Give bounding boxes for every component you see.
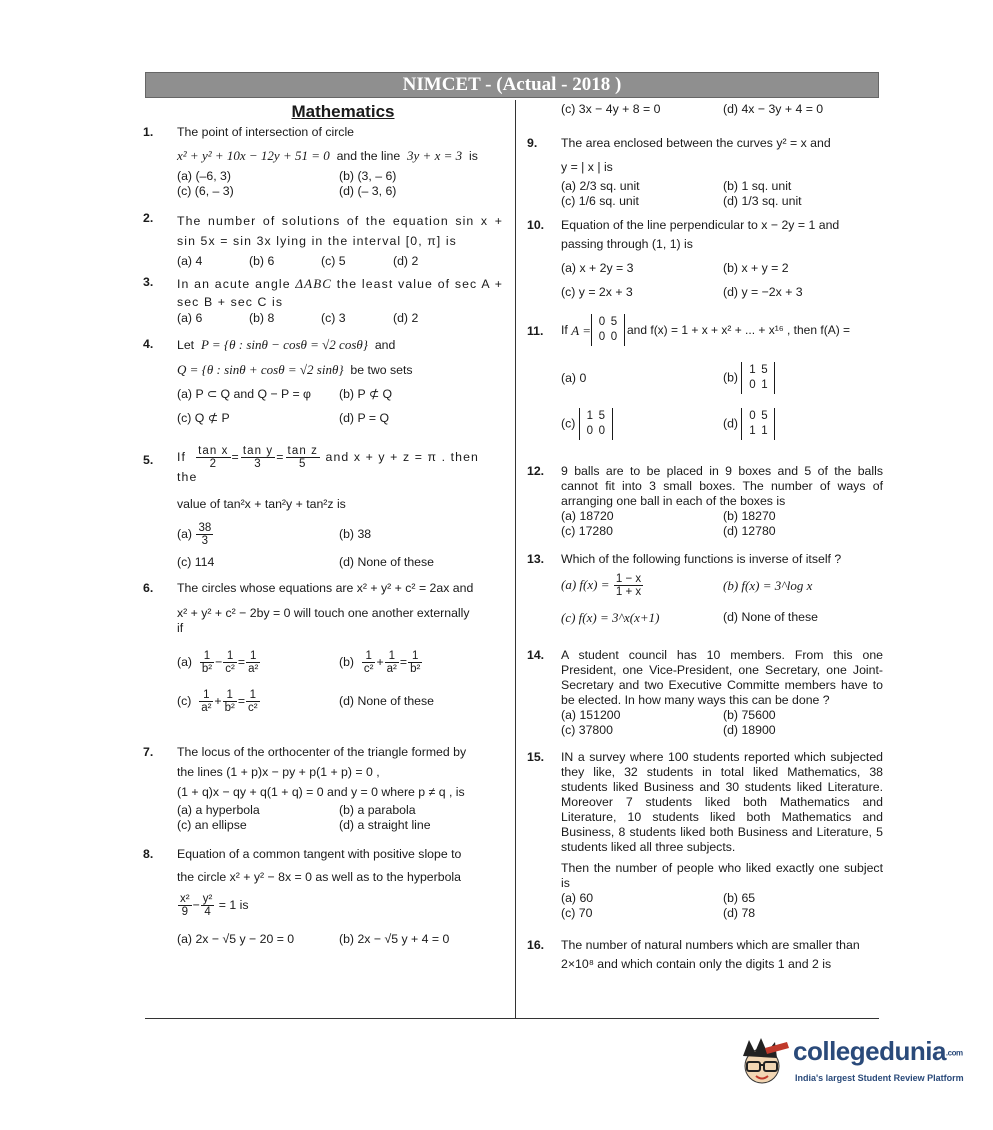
set-q: Q = {θ : sinθ + cosθ = √2 sinθ} <box>177 362 344 377</box>
numerator: 1 <box>246 689 260 702</box>
question-text: passing through (1, 1) is <box>561 237 693 251</box>
option-d: (d) P = Q <box>339 411 390 425</box>
question-text: the circle x² + y² − 8x = 0 as well as to the hyperbola <box>177 870 461 884</box>
matrix-cell: 1 <box>749 425 756 437</box>
denominator: 3 <box>201 535 209 547</box>
numerator: 1 <box>199 689 213 702</box>
matrix-cell: 5 <box>761 410 768 422</box>
option-d: (d) a straight line <box>339 818 431 832</box>
denominator: b² <box>410 663 421 675</box>
fraction <box>223 650 237 675</box>
option-c: (c) Q ⊄ P <box>177 411 230 425</box>
exam-title-banner: NIMCET - (Actual - 2018 ) <box>145 72 879 98</box>
option-c: (c) 70 <box>561 906 593 920</box>
question-16 <box>527 938 883 972</box>
fraction <box>200 650 214 675</box>
question-text: Equation of the line perpendicular to x − 2y = 1 and <box>561 218 840 232</box>
option-a: (a) P ⊂ Q and Q − P = φ <box>177 387 312 401</box>
question-11 <box>527 314 883 464</box>
numerator: 1 <box>223 650 237 663</box>
option-d: (d) <box>723 416 739 431</box>
option-c: (c) 5 <box>321 254 346 268</box>
matrix-cell: 1 <box>749 364 756 376</box>
question-10 <box>527 218 883 314</box>
question-1 <box>143 125 503 211</box>
text: If <box>561 322 568 337</box>
option-a: (a) <box>177 526 193 541</box>
matrix-b <box>741 362 775 394</box>
matrix-name: A = <box>571 322 591 338</box>
question-14 <box>527 648 883 750</box>
option-d: (d) None of these <box>723 610 819 624</box>
question-text: 9 balls are to be placed in 9 boxes and 5 of the balls cannot fit into 3 small boxes. The number of ways of arranging one ball in each of the boxes is <box>561 464 883 508</box>
option-c: (c) 17280 <box>561 524 613 538</box>
option-d: (d) 2 <box>393 311 419 325</box>
numerator: tan x <box>198 445 229 457</box>
question-3 <box>143 275 503 337</box>
option-d: (d) y = −2x + 3 <box>723 285 803 299</box>
circle-equation: x² + y² + 10x − 12y + 51 = 0 <box>177 148 330 163</box>
question-number: 12. <box>527 464 545 478</box>
numerator: 1 − x <box>615 573 642 585</box>
fraction <box>201 893 215 918</box>
question-number: 3. <box>143 275 154 289</box>
brand-name <box>793 1036 963 1067</box>
denominator: 1 + x <box>615 586 642 598</box>
numerator: 1 <box>200 650 214 663</box>
matrix-cell: 1 <box>761 379 768 391</box>
question-text: 2×10⁸ and which contain only the digits 1 and 2 is <box>561 957 832 971</box>
option-b: (b) x + y = 2 <box>723 261 789 275</box>
option-b: (b) 6 <box>249 254 275 268</box>
numerator: 1 <box>246 650 260 663</box>
option-a: (a) (–6, 3) <box>177 169 231 183</box>
fraction <box>246 650 260 675</box>
denominator: 5 <box>299 458 307 470</box>
option-c: (c) 3x − 4y + 8 = 0 <box>561 102 661 116</box>
question-15 <box>527 750 883 938</box>
option-c: (c) <box>177 693 192 708</box>
option-b: (b) f(x) = 3^log x <box>723 578 813 593</box>
question-text: The number of solutions of the equation sin x + sin 5x = sin 3x lying in the interval [0, π] is <box>177 214 503 248</box>
fraction <box>408 650 422 675</box>
question-text: = 1 is <box>218 897 249 912</box>
denominator: 3 <box>254 458 262 470</box>
option-a: (a) 2x − √5 y − 20 = 0 <box>177 932 295 946</box>
question-number: 9. <box>527 136 538 150</box>
matrix-cell: 1 <box>586 410 593 422</box>
fraction <box>385 650 399 675</box>
option-b: (b) P ⊄ Q <box>339 387 393 401</box>
option-a: (a) 6 <box>177 311 203 325</box>
numerator: 1 <box>385 650 399 663</box>
option-a: (a) 0 <box>561 370 587 385</box>
question-text: The area enclosed between the curves y² = x and <box>561 136 831 150</box>
option-b: (b) 8 <box>249 311 275 325</box>
fraction <box>241 445 275 470</box>
option-d: (d) 2 <box>393 254 419 268</box>
line-equation: 3y + x = 3 <box>407 148 463 163</box>
option-c: (c) 37800 <box>561 723 613 737</box>
question-number: 7. <box>143 745 154 759</box>
question-7 <box>143 745 503 847</box>
question-text: x² + y² + c² − 2by = 0 will touch one another externally <box>177 606 470 620</box>
fraction <box>199 689 213 714</box>
option-d: (d) (– 3, 6) <box>339 184 397 198</box>
matrix-cell: 1 <box>761 425 768 437</box>
matrix-cell: 0 <box>586 425 593 437</box>
question-text: The number of natural numbers which are smaller than <box>561 938 860 952</box>
question-text: Equation of a common tangent with positive slope to <box>177 847 462 861</box>
question-text: Then the number of people who liked exactly one subject is <box>561 861 883 890</box>
question-text: the least value of sec A + sec B + sec C is <box>177 277 503 309</box>
option-d: (d) 12780 <box>723 524 776 538</box>
matrix-cell: 0 <box>749 410 756 422</box>
denominator: a² <box>386 663 397 675</box>
question-text: value of tan²x + tan²y + tan²z is <box>177 497 346 511</box>
matrix-cell: 0 <box>610 331 618 343</box>
option-c: (c) (6, – 3) <box>177 184 234 198</box>
option-c: (c) 3 <box>321 311 346 325</box>
option-d: (d) 1/3 sq. unit <box>723 194 802 208</box>
denominator: c² <box>248 702 258 714</box>
option-c: (c) 114 <box>177 555 215 569</box>
option-b: (b) <box>339 654 355 669</box>
brand-suffix: .com <box>945 1048 963 1058</box>
denominator: 4 <box>204 906 211 918</box>
question-text: (1 + q)x − qy + q(1 + q) = 0 and y = 0 where p ≠ q , is <box>177 785 465 799</box>
matrix-cell: 5 <box>610 316 618 328</box>
triangle-symbol: ΔABC <box>295 276 333 291</box>
option-b: (b) a parabola <box>339 803 416 817</box>
denominator: a² <box>201 702 212 714</box>
question-number: 13. <box>527 552 545 566</box>
question-text: A student council has 10 members. From this one President, one Vice-President, one Secretary, one Joint-Secretary and two Executive Committe members have to be elected. In how many ways this can be done ? <box>561 648 883 707</box>
numerator: 1 <box>362 650 376 663</box>
column-divider <box>515 100 516 1018</box>
numerator: 1 <box>408 650 422 663</box>
question-text: The locus of the orthocenter of the triangle formed by <box>177 745 467 759</box>
option-b: (b) 38 <box>339 527 372 541</box>
denominator: c² <box>225 663 235 675</box>
fraction <box>614 573 643 598</box>
question-4 <box>143 337 503 445</box>
question-number: 10. <box>527 218 545 232</box>
matrix-cell: 0 <box>598 316 606 328</box>
question-12 <box>527 464 883 552</box>
denominator: b² <box>224 702 235 714</box>
option-a: (a) 18720 <box>561 509 614 523</box>
option-b: (b) 65 <box>723 891 756 905</box>
question-text: In an acute angle <box>177 277 291 291</box>
option-d: (d) 4x − 3y + 4 = 0 <box>723 102 824 116</box>
question-2 <box>143 211 503 275</box>
question-8: 8. Equation of a common tangent with positive slope to the circle x² + y² − 8x = 0 as well as to the hyperbola $\frac{\text{x²}}{9}$ − $\frac{\text{y²}}{4}$ = 1 is (a) 2x − √5 y − 20 = 0 (b) 2x − √5 y + 4 = 0 <box>143 847 503 965</box>
numerator: 1 <box>223 689 237 702</box>
matrix-cell: 0 <box>598 331 606 343</box>
brand-text: collegedunia <box>793 1036 946 1066</box>
option-d: (d) 78 <box>723 906 756 920</box>
option-a: (a) 60 <box>561 891 594 905</box>
footer-rule <box>145 1018 879 1019</box>
option-a: (a) x + 2y = 3 <box>561 261 634 275</box>
denominator: b² <box>201 663 213 675</box>
question-9 <box>527 130 883 218</box>
question-number: 11. <box>527 324 544 338</box>
option-b: (b) 2x − √5 y + 4 = 0 <box>339 932 450 946</box>
option-b: (b) 75600 <box>723 708 776 722</box>
option-c: (c) f(x) = 3^x(x+1) <box>561 610 660 625</box>
matrix-cell: 5 <box>598 410 605 422</box>
matrix-cell: 0 <box>598 425 605 437</box>
numerator: 38 <box>198 522 212 534</box>
denominator: c² <box>363 663 374 675</box>
set-p: P = {θ : sinθ − cosθ = √2 cosθ} <box>200 337 368 352</box>
right-column <box>527 100 883 972</box>
option-b: (b) (3, – 6) <box>339 169 397 183</box>
option-a: (a) 151200 <box>561 708 621 722</box>
option-d: (d) None of these <box>339 555 435 569</box>
question-number: 14. <box>527 648 545 662</box>
question-number: 4. <box>143 337 154 351</box>
question-text: IN a survey where 100 students reported which subjected they like, 32 students in total liked Mathematics, 38 students liked Business and 30 students liked Literature. Moreover 7 students liked both Mathematics and Literature, 10 students liked both Mathematics and Business, 8 students liked both Business and Literature, 5 students liked all three subjects. <box>561 750 883 854</box>
left-column <box>143 100 503 965</box>
matrix-c <box>579 408 613 440</box>
text: and <box>374 338 396 352</box>
subject-heading: Mathematics <box>291 102 395 121</box>
fraction <box>286 445 320 470</box>
question-number: 1. <box>143 125 154 139</box>
option-c: (c) y = 2x + 3 <box>561 285 633 299</box>
question-text: Which of the following functions is inverse of itself ? <box>561 552 842 566</box>
numerator: x² <box>180 893 190 905</box>
question-text: and f(x) = 1 + x + x² + ... + x¹⁶ , then f(A) = <box>627 322 851 337</box>
question-number: 15. <box>527 750 545 764</box>
option-c: (c) an ellipse <box>177 818 247 832</box>
matrix-cell: 0 <box>749 379 756 391</box>
fraction <box>178 893 192 918</box>
question-13 <box>527 552 883 648</box>
question-text: if <box>177 621 184 635</box>
brand-tagline: India's largest Student Review Platform <box>795 1073 964 1083</box>
text: be two sets <box>350 363 413 377</box>
fraction <box>196 522 213 547</box>
option-a: (a) f(x) = <box>561 576 610 592</box>
question-text: The point of intersection of circle <box>177 125 355 139</box>
question-number: 2. <box>143 211 154 225</box>
matrix-cell: 5 <box>761 364 768 376</box>
option-d: (d) 18900 <box>723 723 776 737</box>
option-b: (b) 18270 <box>723 509 776 523</box>
numerator: tan y <box>242 445 274 457</box>
option-b: (b) <box>723 370 739 385</box>
numerator: y² <box>202 893 213 905</box>
text: Let <box>177 338 195 352</box>
option-c: (c) 1/6 sq. unit <box>561 194 639 208</box>
question-number: 16. <box>527 938 545 952</box>
option-a: (a) 4 <box>177 254 203 268</box>
text: and the line <box>336 149 401 163</box>
fraction <box>246 689 260 714</box>
question-5: 5. If $\frac{\text{tan x}}{2}$ = $\frac{\text{tan y}}{3}$ = $\frac{\text{tan z}}{5}$ and x + y + z = π . then the value of tan²x + tan²y + tan²z is (a) $\frac{38}{3}$ (b) 38 (c) 114 (d) None of these <box>143 445 503 581</box>
option-b: (b) 1 sq. unit <box>723 179 792 193</box>
option-a: (a) 2/3 sq. unit <box>561 179 640 193</box>
option-d: (d) None of these <box>339 694 435 708</box>
fraction <box>223 689 237 714</box>
option-a: (a) a hyperbola <box>177 803 260 817</box>
question-number: 8. <box>143 847 154 861</box>
option-c: (c) <box>561 416 576 431</box>
matrix-a <box>591 314 625 346</box>
numerator: tan z <box>287 445 318 457</box>
denominator: 2 <box>209 458 218 470</box>
question-number: 6. <box>143 581 154 595</box>
question-text: the lines (1 + p)x − py + p(1 + p) = 0 , <box>177 765 380 779</box>
question-6: 6. The circles whose equations are x² + y² + c² = 2ax and x² + y² + c² − 2by = 0 will touch one another externally if (a) $\frac{1}{\text{b²}}$ − $\frac{1}{\text{c²}}$ = $\frac{1}{\text{a²}}$ (b) $\frac{1}{\text{c²}}$ + $\frac{1}{\text{a²}}$ = $\frac{1}{\text{b²}}$ (c) $\frac{1}{\text{a²}}$ + $\frac{1}{\text{b²}}$ = $\frac{1}{\text{c²}}$ (d) None of these <box>143 581 503 745</box>
question-text: and x + y + z = π . then the <box>177 449 479 484</box>
question-text: The circles whose equations are x² + y² + c² = 2ax and <box>177 581 474 595</box>
matrix-d <box>741 408 775 440</box>
question-text: y = | x | is <box>561 160 613 174</box>
denominator: a² <box>248 663 259 675</box>
text: If <box>177 449 187 464</box>
fraction <box>362 650 376 675</box>
denominator: 9 <box>181 906 188 918</box>
question-number: 5. <box>143 453 154 467</box>
text: is <box>468 149 478 163</box>
fraction <box>196 445 230 470</box>
option-a: (a) <box>177 654 193 669</box>
